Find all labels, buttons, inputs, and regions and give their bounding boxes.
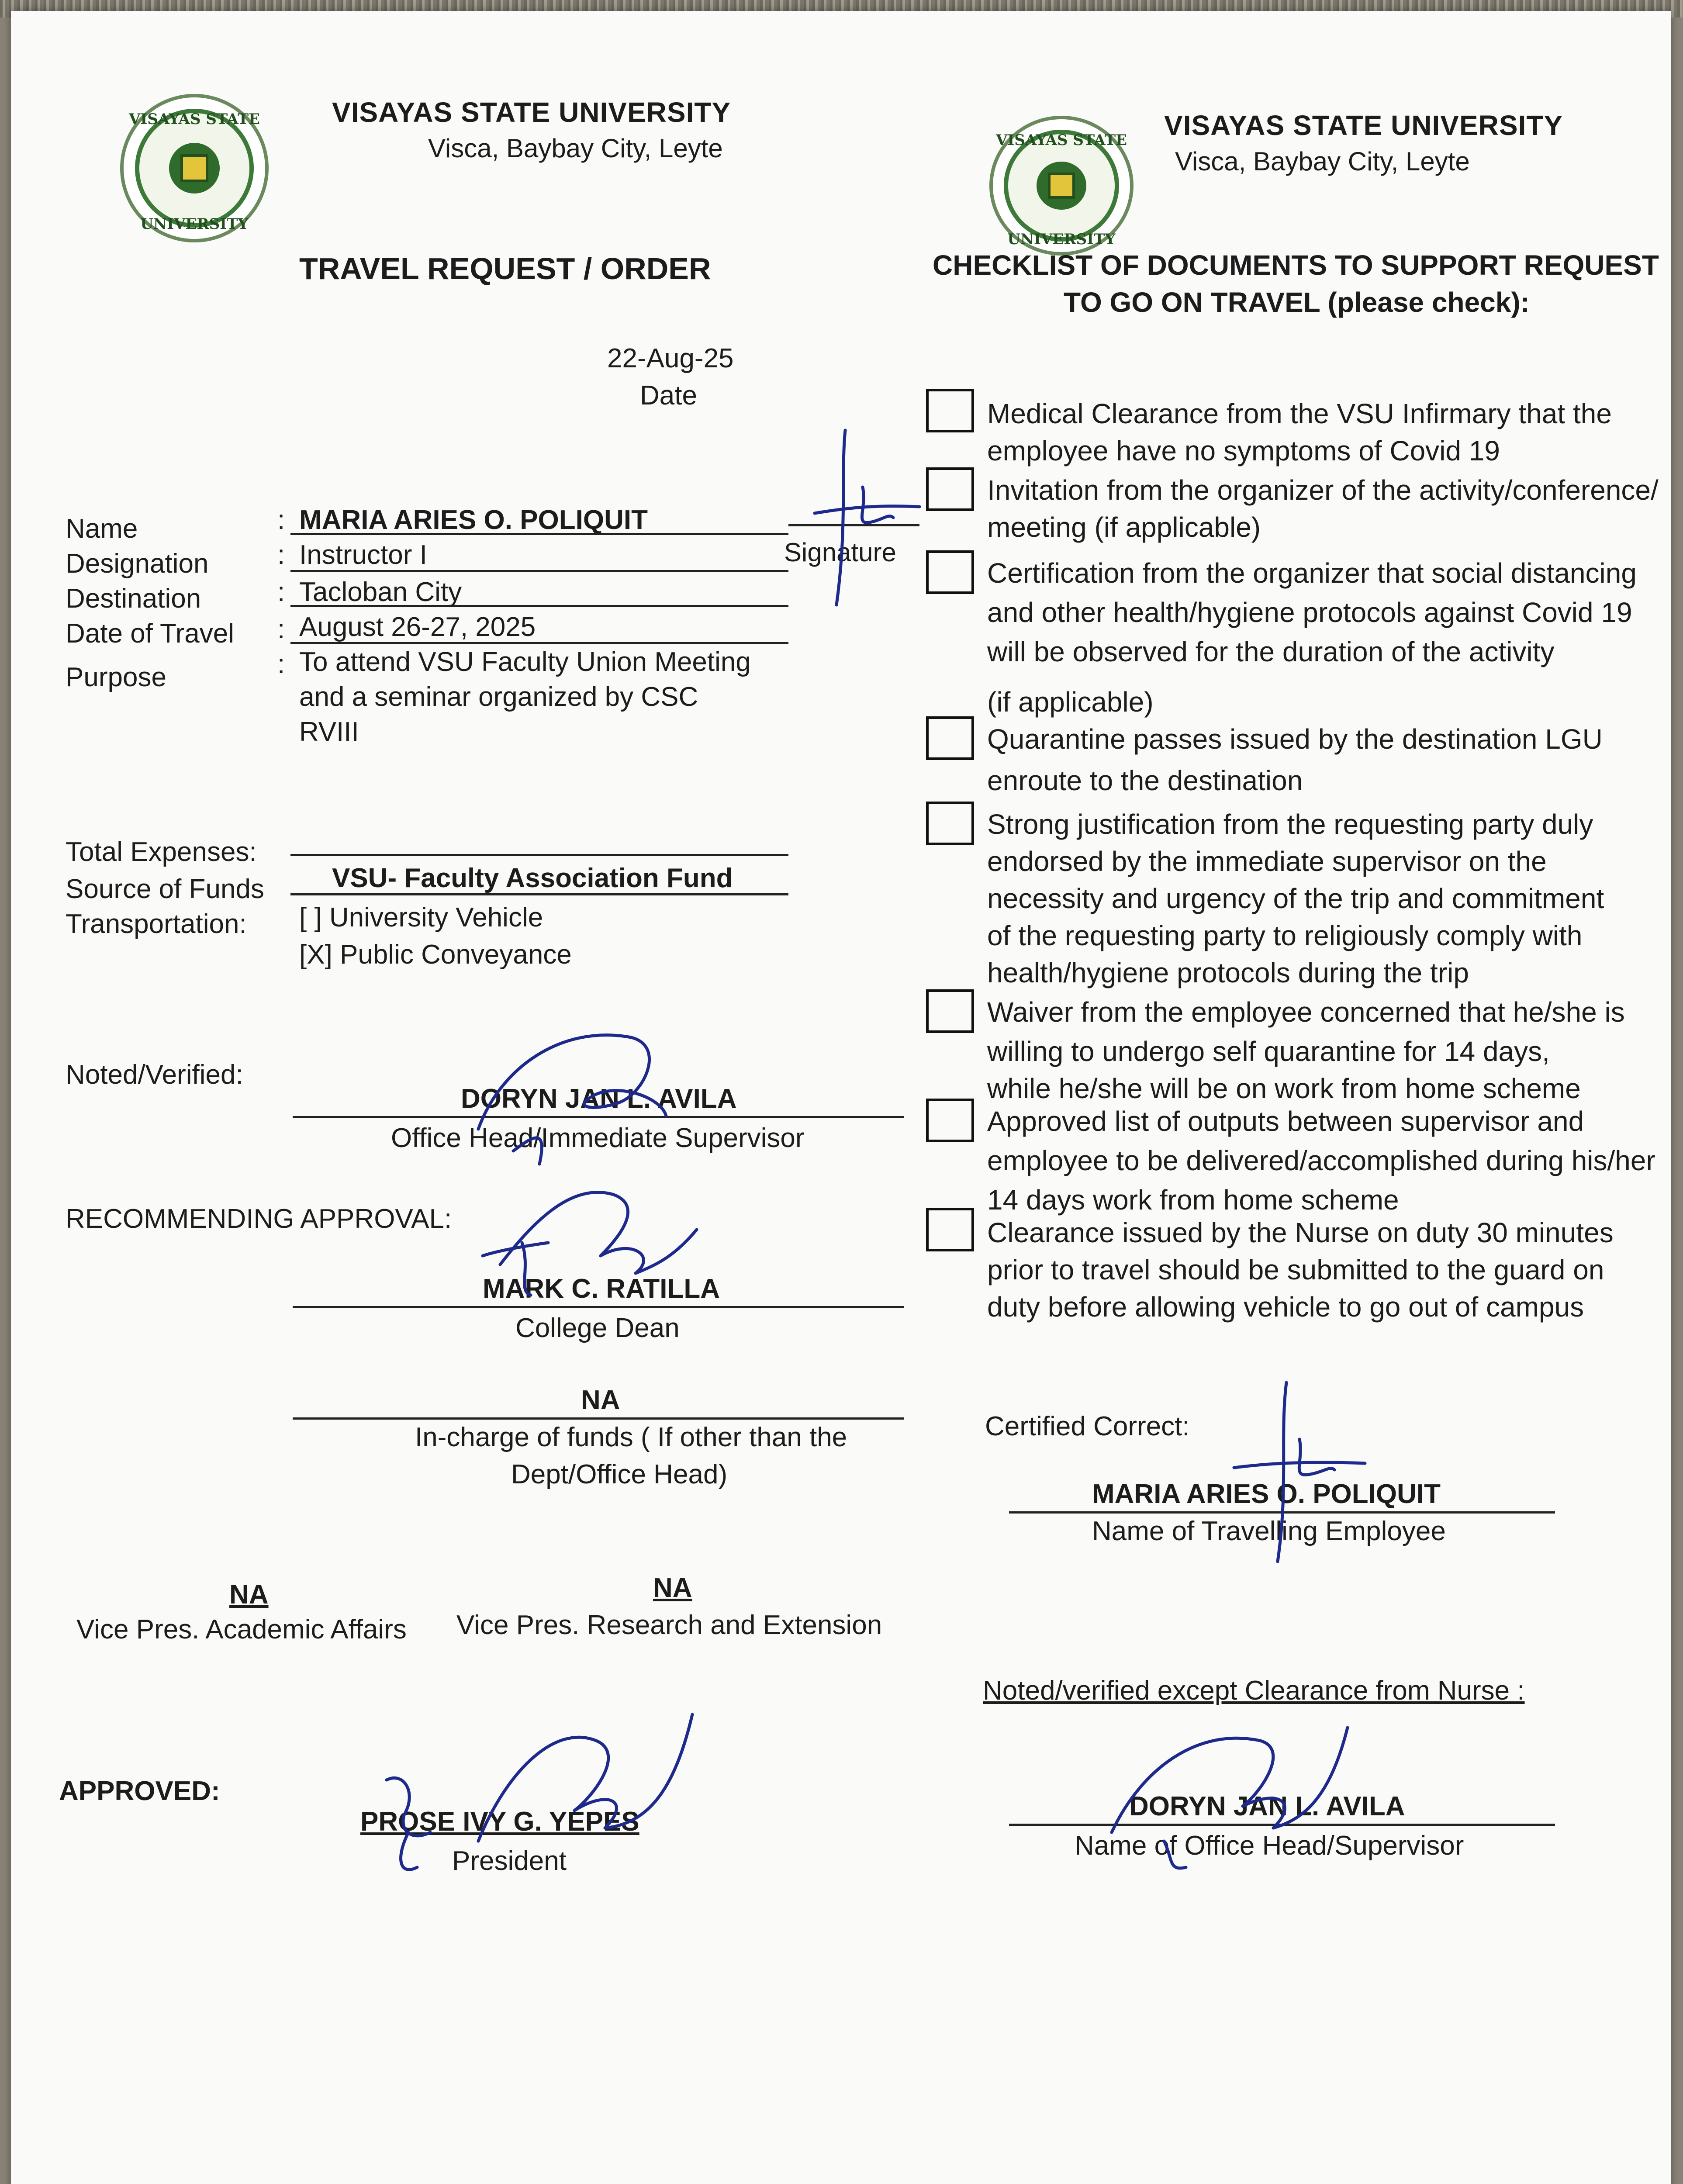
- funds-incharge-name: NA: [581, 1385, 620, 1415]
- dean-title: College Dean: [515, 1313, 680, 1343]
- name-value: MARIA ARIES O. POLIQUIT: [299, 505, 648, 535]
- funds-incharge-title-line-1: In-charge of funds ( If other than the: [415, 1422, 847, 1452]
- checklist-item-text: Quarantine passes issued by the destination LGU: [987, 723, 1603, 755]
- dean-signature: [470, 1164, 714, 1326]
- office-head-title: Name of Office Head/Supervisor: [1075, 1831, 1464, 1861]
- date-of-travel-label: Date of Travel: [66, 619, 234, 649]
- total-expenses-label: Total Expenses:: [66, 837, 257, 867]
- checklist-item-text: Strong justification from the requesting party duly: [987, 809, 1593, 840]
- request-date: 22-Aug-25: [607, 343, 734, 373]
- checklist-item-text: Approved list of outputs between supervisor and: [987, 1106, 1584, 1137]
- checklist-item-text: Certification from the organizer that social distancing: [987, 557, 1637, 589]
- checklist-item-text: employee have no symptoms of Covid 19: [987, 435, 1500, 467]
- checklist-checkbox[interactable]: [926, 1208, 974, 1251]
- supervisor-signature: [461, 1007, 688, 1173]
- vpre-title: Vice Pres. Research and Extension: [456, 1610, 882, 1640]
- designation-value: Instructor I: [299, 540, 427, 570]
- funds-incharge-title-line-2: Dept/Office Head): [511, 1459, 728, 1489]
- checklist-item-text: meeting (if applicable): [987, 511, 1261, 543]
- checklist-item-text: necessity and urgency of the trip and commitment: [987, 883, 1604, 914]
- vpaa-title: Vice Pres. Academic Affairs: [76, 1614, 407, 1645]
- approved-label: APPROVED:: [59, 1776, 220, 1806]
- university-name-right: VISAYAS STATE UNIVERSITY: [1164, 110, 1563, 141]
- vpaa-name: NA: [229, 1579, 269, 1610]
- checklist-item-text: (if applicable): [987, 686, 1154, 718]
- checklist-item-text: duty before allowing vehicle to go out of campus: [987, 1291, 1584, 1323]
- checklist-item-text: endorsed by the immediate supervisor on the: [987, 846, 1547, 877]
- designation-label: Designation: [66, 549, 209, 579]
- checklist-item-text: Waiver from the employee concerned that he/she is: [987, 996, 1625, 1028]
- employee-signature-certified: [1195, 1369, 1378, 1570]
- purpose-label: Purpose: [66, 662, 166, 692]
- university-seal-left: VISAYAS STATE UNIVERSITY: [120, 94, 269, 242]
- university-address-right: Visca, Baybay City, Leyte: [1175, 147, 1470, 176]
- transport-option-university-vehicle: [ ] University Vehicle: [299, 902, 543, 933]
- certified-correct-label: Certified Correct:: [985, 1411, 1190, 1441]
- checklist-item-text: while he/she will be on work from home scheme: [987, 1073, 1581, 1104]
- president-signature: [343, 1701, 719, 1889]
- supervisor-title: Office Head/Immediate Supervisor: [391, 1123, 805, 1153]
- checklist-item-text: Invitation from the organizer of the activity/conference/: [987, 474, 1659, 506]
- checklist-checkbox[interactable]: [926, 550, 974, 594]
- president-title: President: [452, 1846, 567, 1876]
- transportation-label: Transportation:: [66, 909, 247, 939]
- transport-option-public-conveyance: [X] Public Conveyance: [299, 940, 572, 970]
- checklist-item-text: will be observed for the duration of the activity: [987, 636, 1555, 667]
- checklist-title-line-1: CHECKLIST OF DOCUMENTS TO SUPPORT REQUEST: [933, 249, 1659, 281]
- noted-except-nurse-label: Noted/verified except Clearance from Nurse :: [983, 1676, 1525, 1706]
- purpose-line-3: RVIII: [299, 717, 359, 747]
- checklist-item-text: Clearance issued by the Nurse on duty 30 minutes: [987, 1217, 1614, 1248]
- university-address-left: Visca, Baybay City, Leyte: [428, 134, 723, 163]
- date-of-travel-value: August 26-27, 2025: [299, 612, 536, 642]
- signature-label: Signature: [784, 538, 896, 567]
- noted-verified-label: Noted/Verified:: [66, 1060, 243, 1090]
- source-of-funds-label: Source of Funds: [66, 874, 264, 904]
- source-of-funds-value: VSU- Faculty Association Fund: [332, 863, 733, 893]
- date-label: Date: [640, 380, 697, 411]
- checklist-item-text: health/hygiene protocols during the trip: [987, 957, 1469, 988]
- checklist-checkbox[interactable]: [926, 802, 974, 845]
- checklist-item-text: and other health/hygiene protocols against Covid 19: [987, 597, 1632, 628]
- checklist-checkbox[interactable]: [926, 389, 974, 432]
- university-name-left: VISAYAS STATE UNIVERSITY: [332, 97, 731, 128]
- checklist-item-text: 14 days work from home scheme: [987, 1184, 1399, 1216]
- destination-label: Destination: [66, 584, 201, 614]
- checklist-item-text: prior to travel should be submitted to the guard on: [987, 1254, 1604, 1286]
- checklist-item-text: Medical Clearance from the VSU Infirmary that the: [987, 398, 1612, 429]
- dean-name: MARK C. RATILLA: [483, 1274, 720, 1304]
- checklist-item-text: enroute to the destination: [987, 765, 1303, 796]
- university-seal-right: VISAYAS STATE UNIVERSITY: [989, 116, 1134, 256]
- office-head-name: DORYN JAN L. AVILA: [1129, 1791, 1405, 1821]
- travelling-employee-name: MARIA ARIES O. POLIQUIT: [1092, 1479, 1441, 1509]
- travel-request-sheet: VISAYAS STATE UNIVERSITY VISAYAS STATE UNIVERSITY Visca, Baybay City, Leyte TRAVEL REQUEST / ORDER 22-Aug-25 Date Name : MARIA ARIES O. POLIQUIT Signature Designation : Instructor I Destination : Tacloban City Date of Travel : August 26-27, 2025 Purpose : To attend VSU Faculty Union Meeting and a seminar organized by CSC RVIII Total Expenses: Source of Funds VSU- Faculty Association Fund Transportation: [ ] University Vehicle [X] Public Conveyance Noted/Verified: DORYN JAN L. AVILA Office Head/Immediate Supervisor RECOMMENDING APPROVAL: MARK C. RATILLA College Dean NA In-charge of funds ( If other than the Dept/Office Head) NA Vice Pres. Academic Affairs NA Vice Pres. Research and Extension APPROVED: PROSE IVY G. YEPES President VISAYAS STATE UNIVERSITY VISAYAS STATE UNIVERSITY Visca, Baybay City, Leyte CHECKLIST OF DOCUMENTS TO SUPPORT REQUEST TO GO ON TRAVEL (please check): Medical Clearance from the VSU Infirmary that the employee have no symptoms of Covid 19 Invitation from the organizer of the activity/conference/ meeting (if applicable) Certification from the organizer that social distancing and other health/hygiene protocols against Covid 19 will be observed for the duration of the activity (if applicable) Quarantine passes issued by the destination LGU enroute to the destination Strong justification from the requesting party duly endorsed by the immediate supervisor on the necessity and urgency of the trip and commitment of the requesting party to religiously comply with health/hygiene protocols during the trip Waiver from the employee concerned that he/she is willing to undergo self quarantine for 14 days, while he/she will be on work from home scheme Approved list of outputs between supervisor and employee to be delivered/accomplished during his/her 14 days work from home scheme Clearance issued by the Nurse on duty 30 minutes prior to travel should be submitted to the guard on duty before allowing vehicle to go out of campus Certified Correct: MARIA ARIES O. POLIQUIT Name of Travelling Employee Noted/verified except Clearance from Nurse : DORYN JAN L. AVILA Name of Office Head/Supervisor: [11, 11, 1671, 2184]
- destination-value: Tacloban City: [299, 577, 462, 607]
- supervisor-name: DORYN JAN L. AVILA: [461, 1084, 737, 1114]
- employee-signature-top: [788, 422, 928, 614]
- purpose-line-1: To attend VSU Faculty Union Meeting: [299, 647, 751, 677]
- checklist-checkbox[interactable]: [926, 1099, 974, 1142]
- purpose-line-2: and a seminar organized by CSC: [299, 682, 698, 712]
- office-head-signature: [1085, 1701, 1382, 1885]
- form-title: TRAVEL REQUEST / ORDER: [299, 252, 711, 286]
- name-colon: :: [277, 505, 285, 535]
- president-name: PROSE IVY G. YEPES: [360, 1807, 639, 1837]
- vpre-name: NA: [653, 1573, 692, 1603]
- checklist-checkbox[interactable]: [926, 467, 974, 511]
- travelling-employee-title: Name of Travelling Employee: [1092, 1516, 1446, 1546]
- checklist-title-line-2: TO GO ON TRAVEL (please check):: [1064, 287, 1530, 318]
- checklist-checkbox[interactable]: [926, 716, 974, 760]
- checklist-checkbox[interactable]: [926, 989, 974, 1033]
- recommending-approval-label: RECOMMENDING APPROVAL:: [66, 1204, 452, 1234]
- checklist-item-text: of the requesting party to religiously comply with: [987, 920, 1583, 951]
- name-label: Name: [66, 514, 138, 544]
- checklist-item-text: willing to undergo self quarantine for 14 days,: [987, 1036, 1550, 1067]
- checklist-item-text: employee to be delivered/accomplished during his/her: [987, 1145, 1655, 1176]
